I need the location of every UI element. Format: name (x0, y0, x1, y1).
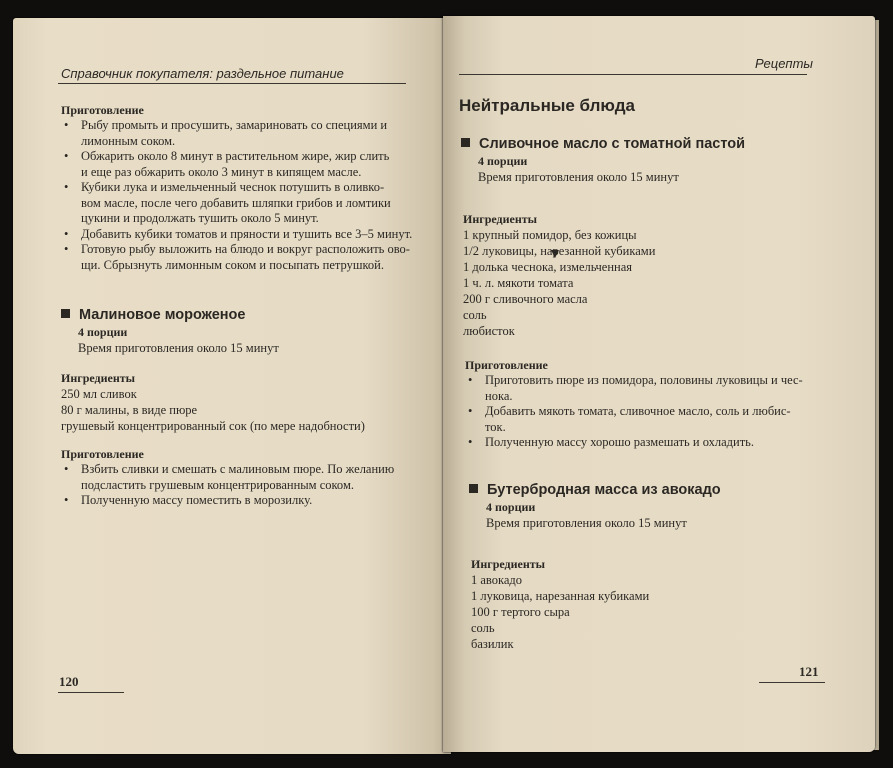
ingredient-item: 1 авокадо (471, 573, 523, 587)
prep-time: Время приготовления около 15 минут (486, 516, 687, 530)
page-number-rule (58, 692, 124, 693)
method-step-line: Обжарить около 8 минут в растительном жире, жир слить (81, 149, 390, 163)
recipe-butter-tomato (461, 135, 841, 185)
ingredient-item: грушевый концентрированный сок (по мере надобности) (61, 419, 365, 433)
left-ingredients (61, 370, 431, 434)
ingredient-item: 80 г малины, в виде пюре (61, 403, 198, 417)
left-page (13, 18, 451, 754)
method-step-line: Приготовить пюре из помидора, половины луковицы и чес- (485, 373, 803, 387)
method-step-line: Полученную массу хорошо размешать и охладить. (485, 435, 755, 449)
method-step-line: вом масле, после чего добавить шляпки грибов и ломтики (81, 195, 391, 210)
right-running-head: Рецепты (755, 56, 813, 71)
method-step-line: нока. (485, 388, 513, 403)
recipe-title: Бутербродная масса из авокадо (469, 481, 849, 499)
ingredient-item: 250 мл сливок (61, 387, 137, 401)
method-step-line: подсластить грушевым концентрированным соком. (81, 477, 354, 492)
method-step-line: Взбить сливки и смешать с малиновым пюре. По желанию (81, 462, 395, 476)
method-step-line: Полученную массу поместить в морозилку. (81, 493, 313, 507)
method-heading: Приготовление (61, 103, 144, 117)
ingredient-item: 1 луковица, нарезанная кубиками (471, 589, 650, 603)
left-head-rule (58, 83, 406, 84)
right-head-rule (459, 74, 807, 75)
prep-time: Время приготовления около 15 минут (78, 341, 279, 355)
method-step (465, 435, 825, 451)
ingredient-item: базилик (471, 637, 514, 651)
method-step-line: Готовую рыбу выложить на блюдо и вокруг расположить ово- (81, 242, 410, 256)
ingredient-item: 1 крупный помидор, без кожицы (463, 228, 637, 242)
method-step-line: Рыбу промыть и просушить, замариновать со специями и (81, 118, 388, 132)
method-step (61, 118, 421, 149)
method-step-line: лимонным соком. (81, 133, 176, 148)
prep-time: Время приготовления около 15 минут (478, 170, 679, 184)
square-bullet-icon (461, 138, 470, 147)
method-step (61, 242, 421, 273)
method-steps (61, 462, 421, 509)
method-step-line: и еще раз обжарить около 3 минут в кипящем масле. (81, 164, 362, 179)
ingredients-list (463, 227, 843, 339)
method-step (61, 493, 421, 509)
method-step (61, 462, 421, 493)
square-bullet-icon (61, 309, 70, 318)
page-number: 120 (59, 674, 79, 689)
right-page (443, 16, 875, 752)
ingredient-item: 100 г тертого сыра (471, 605, 570, 619)
ingredient-item: 1/2 луковицы, нарезанной кубиками (463, 244, 656, 258)
ingredient-item: 1 ч. л. мякоти томата (463, 276, 574, 290)
section-title-block (459, 96, 635, 116)
ingredient-item: любисток (463, 324, 515, 338)
left-running-head: Справочник покупателя: раздельное питание (61, 66, 344, 81)
method-step (465, 373, 825, 404)
portions: 4 порции (486, 500, 536, 514)
method-steps (465, 373, 825, 451)
method-heading: Приготовление (61, 447, 144, 461)
method-step (61, 149, 421, 180)
ingredient-item: 200 г сливочного масла (463, 292, 588, 306)
method-steps (61, 118, 421, 273)
portions: 4 порции (78, 325, 128, 339)
method-step-line: цукини и продолжать тушить около 5 минут. (81, 211, 319, 225)
right-ingredients-2 (471, 556, 851, 652)
ingredients-heading: Ингредиенты (463, 212, 538, 226)
recipe-avocado-spread (469, 481, 849, 531)
method-step-line: ток. (485, 419, 506, 434)
right-ingredients-1 (463, 211, 843, 339)
left-top-method (61, 102, 421, 273)
method-step-line: Кубики лука и измельченный чеснок потушить в оливко- (81, 180, 385, 194)
method-heading: Приготовление (465, 358, 548, 372)
portions: 4 порции (478, 154, 528, 168)
method-step-line: Добавить мякоть томата, сливочное масло, соль и любис- (485, 404, 791, 418)
method-step (61, 180, 421, 227)
section-title: Нейтральные блюда (459, 96, 635, 115)
ingredients-list (471, 572, 851, 652)
ingredient-item: соль (463, 308, 487, 322)
recipe-title: Малиновое мороженое (61, 306, 431, 324)
right-recipe1-method (465, 357, 825, 451)
page-number-rule (759, 682, 825, 683)
cursor-icon (551, 250, 559, 258)
method-step (61, 227, 421, 243)
method-step (465, 404, 825, 435)
ingredients-list (61, 386, 431, 434)
square-bullet-icon (469, 484, 478, 493)
left-recipe-method (61, 446, 421, 509)
recipe-title: Сливочное масло с томатной пастой (461, 135, 841, 153)
ingredients-heading: Ингредиенты (61, 371, 136, 385)
recipe-raspberry-ice-cream (61, 306, 431, 356)
ingredient-item: соль (471, 621, 495, 635)
ingredient-item: 1 долька чеснока, измельченная (463, 260, 633, 274)
method-step-line: Добавить кубики томатов и пряности и тушить все 3–5 минут. (81, 226, 413, 241)
method-step-line: щи. Сбрызнуть лимонным соком и посыпать петрушкой. (81, 257, 384, 272)
ingredients-heading: Ингредиенты (471, 557, 546, 571)
page-number: 121 (799, 664, 819, 679)
